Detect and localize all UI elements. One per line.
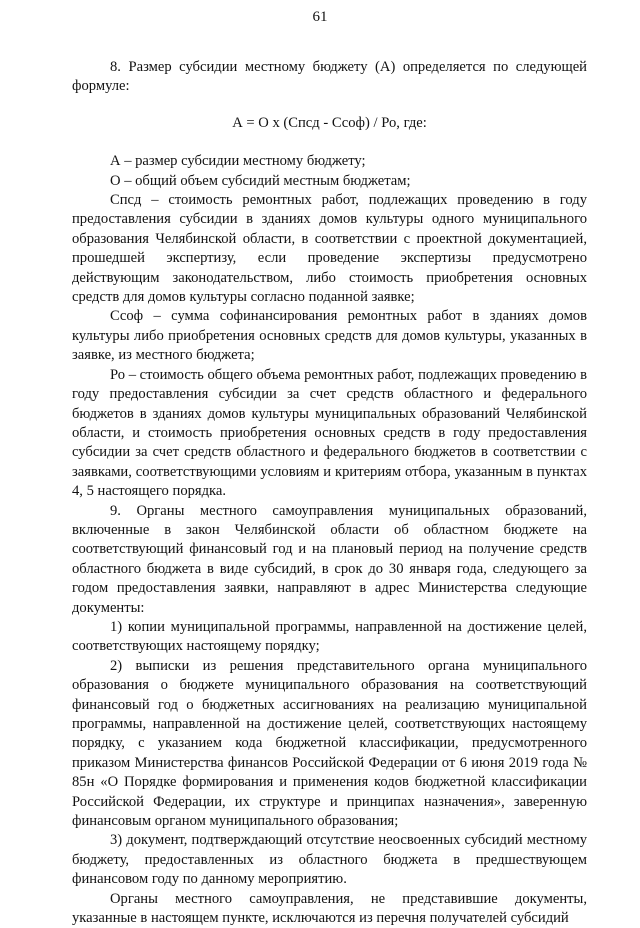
definition-a: А – размер субсидии местному бюджету;	[110, 153, 366, 170]
paragraph-8: 8. Размер субсидии местному бюджету (А) определяется по следующей формуле:	[72, 59, 587, 95]
paragraph-9: 9. Органы местного самоуправления муниципальных образований, включенные в закон Челябинской области об областном бюджете на соответствующий финансовый год и на плановый период на получение средств областного бюджета в виде субсидий, в срок до 30 января года, следующего за годом предоставления заявки, направляют в адрес Министерства следующие документы:	[72, 502, 587, 616]
definition-ssof: Ссоф – сумма софинансирования ремонтных работ в зданиях домов культуры либо приобретения основных средств для домов культуры, указанных в заявке, из местного бюджета;	[72, 308, 587, 364]
page-number: 61	[312, 9, 328, 25]
list-item-2: 2) выписки из решения представительного органа муниципального образования о бюджете муниципального образования на соответствующий финансовый год о бюджетных ассигнованиях на реализацию муниципальной программы, направленной на достижение целей, соответствующих настоящему порядку, с указанием кода бюджетной классификации, предусмотренного приказом Министерства финансов Российской Федерации от 6 июня 2019 года № 85н «О Порядке формирования и применения кодов бюджетной классификации Российской Федерации, их структуре и принципах назначения», заверенную финансовым органом муниципального образования;	[72, 657, 587, 830]
formula: А = О х (Спсд - Ссоф) / Ро, где:	[232, 114, 427, 131]
definition-spsd: Спсд – стоимость ремонтных работ, подлежащих проведению в году предоставления субсидии в зданиях домов культуры одного муниципального образования Челябинской области, в соответствии с проектной документацией, прошедшей экспертизу, если проведение экспертизы предусмотрено действующим законодательством, либо стоимость приобретения основных средств для домов культуры согласно поданной заявке;	[72, 192, 587, 306]
definition-ro: Ро – стоимость общего объема ремонтных работ, подлежащих проведению в году предоставления субсидии за счет средств областного и федерального бюджетов в зданиях домов культуры муниципальных образований Челябинской области, и стоимость приобретения основных средств в году предоставления субсидии за счет средств областного и федерального бюджетов в соответствии с заявками, соответствующими условиям и критериям отбора, указанным в пунктах 4, 5 настоящего порядка.	[72, 366, 587, 500]
closing-paragraph: Органы местного самоуправления, не представившие документы, указанные в настоящем пункте, исключаются из перечня получателей субсидий	[72, 890, 587, 927]
list-item-3: 3) документ, подтверждающий отсутствие неосвоенных субсидий местному бюджету, предоставленных из областного бюджета в предшествующем финансовом году по данному мероприятию.	[72, 832, 587, 888]
document-body	[72, 58, 587, 928]
list-item-1: 1) копии муниципальной программы, направленной на достижение целей, соответствующих настоящему порядку;	[72, 618, 587, 655]
definition-o: О – общий объем субсидий местным бюджетам;	[110, 172, 411, 189]
